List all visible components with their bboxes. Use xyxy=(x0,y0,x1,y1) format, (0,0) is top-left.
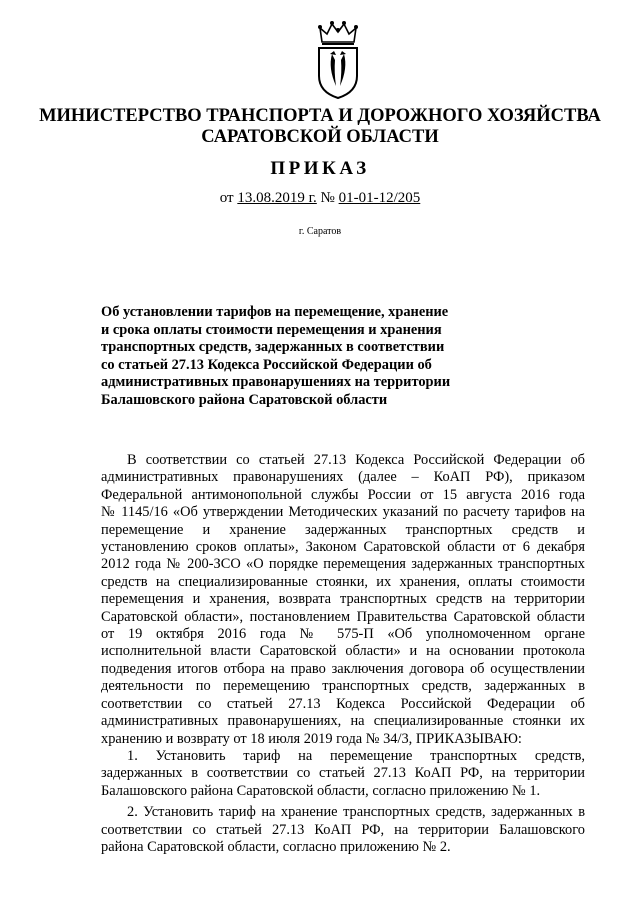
body-line: перемещение и хранение задержанных транспортных средств и xyxy=(101,521,585,538)
ministry-title-line-1: МИНИСТЕРСТВО ТРАНСПОРТА И ДОРОЖНОГО ХОЗЯЙСТВА xyxy=(39,106,601,126)
body-line: административных правонарушениях (далее – КоАП РФ), приказом xyxy=(101,469,585,486)
body-line: Федеральной антимонопольной службы России от 15 августа 2016 года xyxy=(101,486,585,503)
body-line: перемещения и хранения, возврата транспортных средств на территории xyxy=(101,591,585,608)
body-line: деятельности по перемещению транспортных средств, задержанных в xyxy=(101,678,585,695)
city: г. Саратов xyxy=(298,226,342,237)
saratov-coat-of-arms-icon xyxy=(314,18,362,100)
body-line: хранению и возврату от 18 июля 2019 года № 34/3, ПРИКАЗЫВАЮ: xyxy=(101,730,522,747)
body-line: Балашовского района Саратовской области, согласно приложению № 1. xyxy=(101,782,541,799)
body-line: 2. Установить тариф на хранение транспортных средств, задержанных в xyxy=(127,804,585,821)
body-line: установлению сроков оплаты», Законом Саратовской области от 6 декабря xyxy=(101,539,585,556)
order-date: 13.08.2019 г. xyxy=(237,190,317,206)
body-line: административных правонарушениях, на специализированные стоянки их xyxy=(101,713,585,730)
body-line: соответствии со статьей 27.13 Кодекса Российской Федерации об xyxy=(101,695,585,712)
date-prefix: от xyxy=(219,190,234,206)
document-type: ПРИКАЗ xyxy=(270,158,370,179)
ministry-title xyxy=(0,106,640,148)
number-prefix: № xyxy=(320,190,335,206)
subject-line: административных правонарушениях на территории xyxy=(101,374,451,391)
body-line: Саратовской области», постановлением Правительства Саратовской области xyxy=(101,608,585,625)
body-line: 2012 года № 200-ЗСО «О порядке перемещения задержанных транспортных xyxy=(101,556,585,573)
order-number: 01-01-12/205 xyxy=(338,190,421,206)
body-line: соответствии со статьей 27.13 КоАП РФ, на территории Балашовского xyxy=(101,821,585,838)
preamble-paragraph xyxy=(101,452,585,748)
body-line: исполнительной власти Саратовской области» и на основании протокола xyxy=(101,643,585,660)
body-line: № 1145/16 «Об утверждении Методических указаний по расчету тарифов на xyxy=(101,504,585,521)
body-line: района Саратовской области, согласно приложению № 2. xyxy=(101,838,451,855)
subject-line: транспортных средств, задержанных в соответствии xyxy=(101,339,445,356)
order-subject xyxy=(101,304,481,410)
body-line: задержанных в соответствии со статьей 27.13 КоАП РФ, на территории xyxy=(101,765,585,782)
body-line: подведения итогов отбора на право заключения договора об осуществлении xyxy=(101,660,585,677)
ministry-title-line-2: САРАТОВСКОЙ ОБЛАСТИ xyxy=(201,127,439,147)
order-date-number xyxy=(0,190,640,207)
subject-line: и срока оплаты стоимости перемещения и хранения xyxy=(101,321,442,338)
item-2-paragraph xyxy=(101,804,585,856)
body-line: В соответствии со статьей 27.13 Кодекса Российской Федерации об xyxy=(127,452,585,468)
subject-line: Балашовского района Саратовской области xyxy=(101,391,388,408)
body-line: 1. Установить тариф на перемещение транспортных средств, xyxy=(127,747,585,764)
body-line: от 19 октября 2016 года № 575-П «Об уполномоченном органе xyxy=(101,626,585,643)
subject-line: Об установлении тарифов на перемещение, хранение xyxy=(101,304,449,320)
subject-line: со статьей 27.13 Кодекса Российской Федерации об xyxy=(101,356,432,373)
body-line: средств на специализированные стоянки, их хранения, оплаты стоимости xyxy=(101,573,585,590)
order-body xyxy=(101,452,585,856)
item-1-paragraph xyxy=(101,748,585,800)
